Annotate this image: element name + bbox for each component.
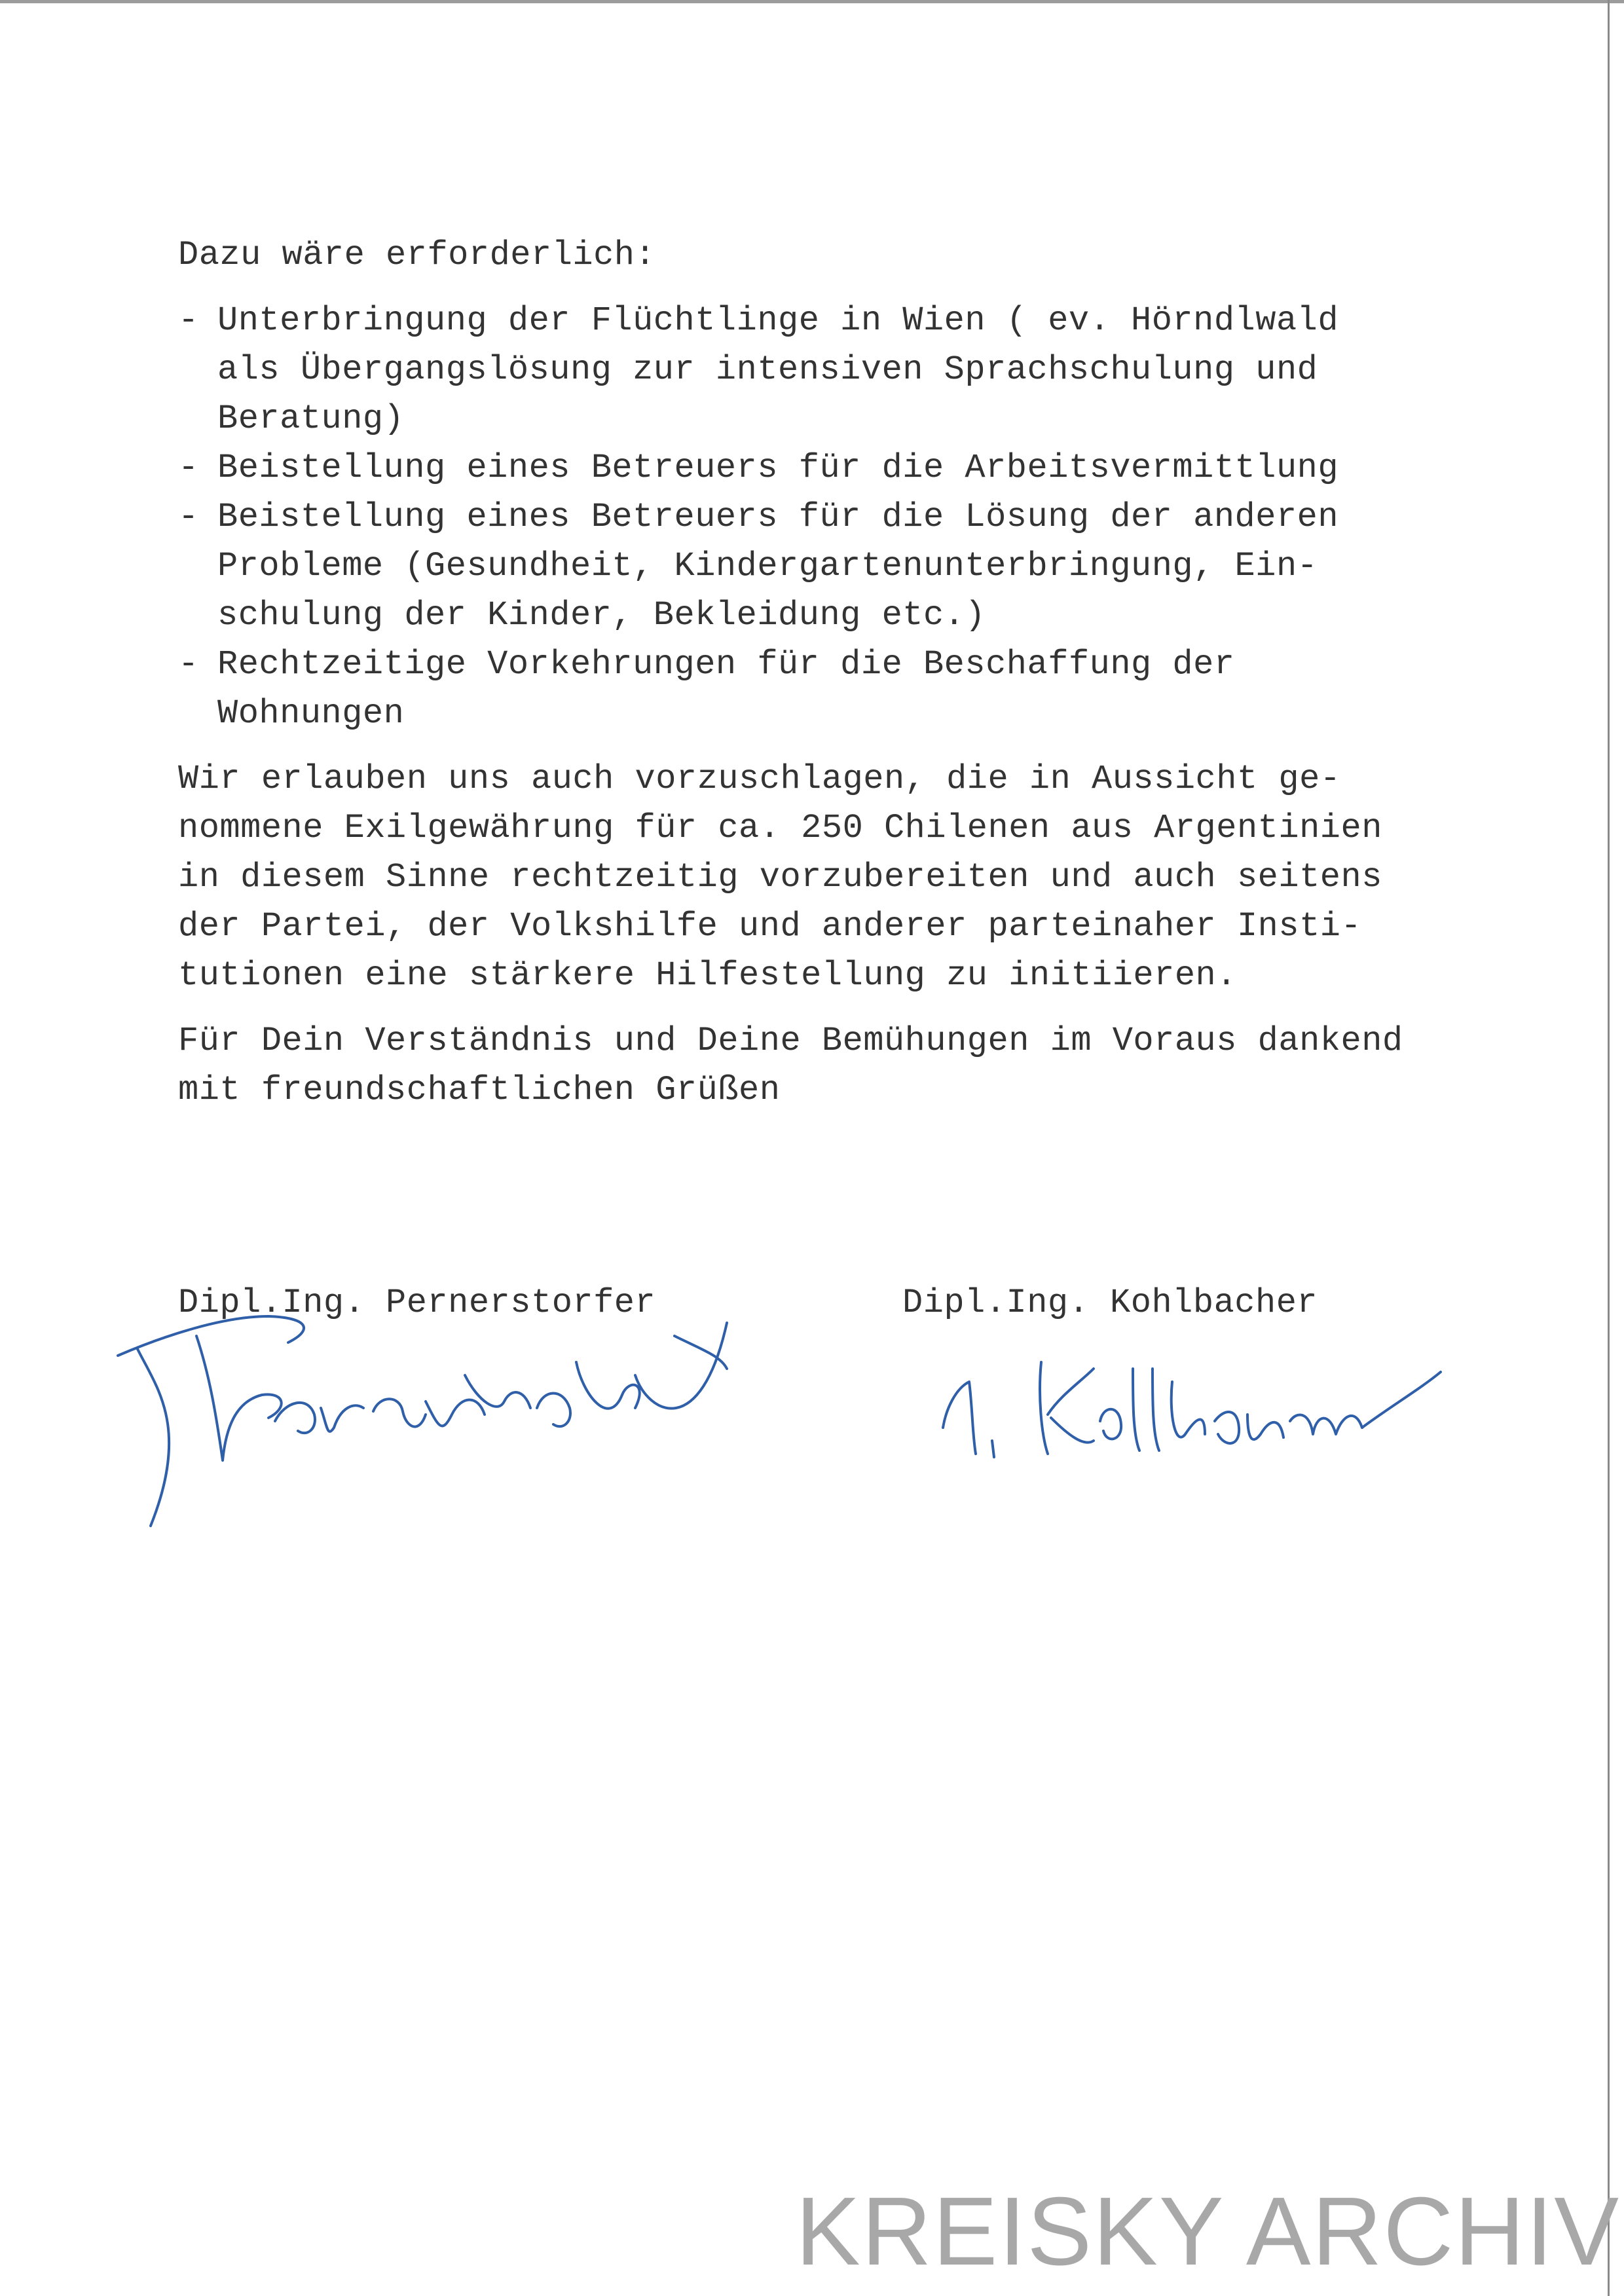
paragraph-line-4: der Partei, der Volkshilfe und anderer parteinaher Insti- [178, 907, 1362, 946]
bullet-4-line-1: Rechtzeitige Vorkehrungen für die Beschaffung der [217, 645, 1235, 684]
paragraph-line-5: tutionen eine stärkere Hilfestellung zu initiieren. [178, 956, 1237, 995]
signature-kohlbacher [917, 1342, 1454, 1473]
bullet-3-line-3: schulung der Kinder, Bekleidung etc.) [217, 596, 986, 635]
bullet-3-line-1: Beistellung eines Betreuers für die Lösung der anderen [217, 498, 1339, 536]
closing-line-1: Für Dein Verständnis und Deine Bemühungen im Voraus dankend [178, 1022, 1403, 1060]
signature-pernerstorfer [111, 1297, 753, 1539]
bullet-marker: - [178, 449, 199, 487]
bullet-marker: - [178, 301, 199, 340]
intro-line: Dazu wäre erforderlich: [178, 236, 656, 274]
bullet-1-line-3: Beratung) [217, 399, 405, 438]
paragraph-line-3: in diesem Sinne rechtzeitig vorzubereiten und auch seitens [178, 858, 1382, 897]
bullet-3-line-2: Probleme (Gesundheit, Kindergartenunterbringung, Ein- [217, 547, 1318, 585]
signatory-left-name: Dipl.Ing. Pernerstorfer [178, 1284, 656, 1322]
bullet-marker: - [178, 498, 199, 536]
bullet-4-line-2: Wohnungen [217, 694, 405, 733]
paragraph-line-1: Wir erlauben uns auch vorzuschlagen, die in Aussicht ge- [178, 760, 1341, 798]
scan-edge-right [1608, 0, 1610, 2296]
closing-line-2: mit freundschaftlichen Grüßen [178, 1071, 781, 1109]
bullet-marker: - [178, 645, 199, 684]
bullet-2-line-1: Beistellung eines Betreuers für die Arbeitsvermittlung [217, 449, 1339, 487]
signatory-right-name: Dipl.Ing. Kohlbacher [902, 1284, 1318, 1322]
paragraph-line-2: nommene Exilgewährung für ca. 250 Chilenen aus Argentinien [178, 809, 1382, 847]
bullet-1-line-2: als Übergangslösung zur intensiven Sprachschulung und [217, 350, 1318, 389]
kreisky-archiv-watermark: KREISKY ARCHIV [796, 2177, 1621, 2286]
scan-edge-top [0, 0, 1624, 3]
bullet-1-line-1: Unterbringung der Flüchtlinge in Wien ( ev. Hörndlwald [217, 301, 1339, 340]
